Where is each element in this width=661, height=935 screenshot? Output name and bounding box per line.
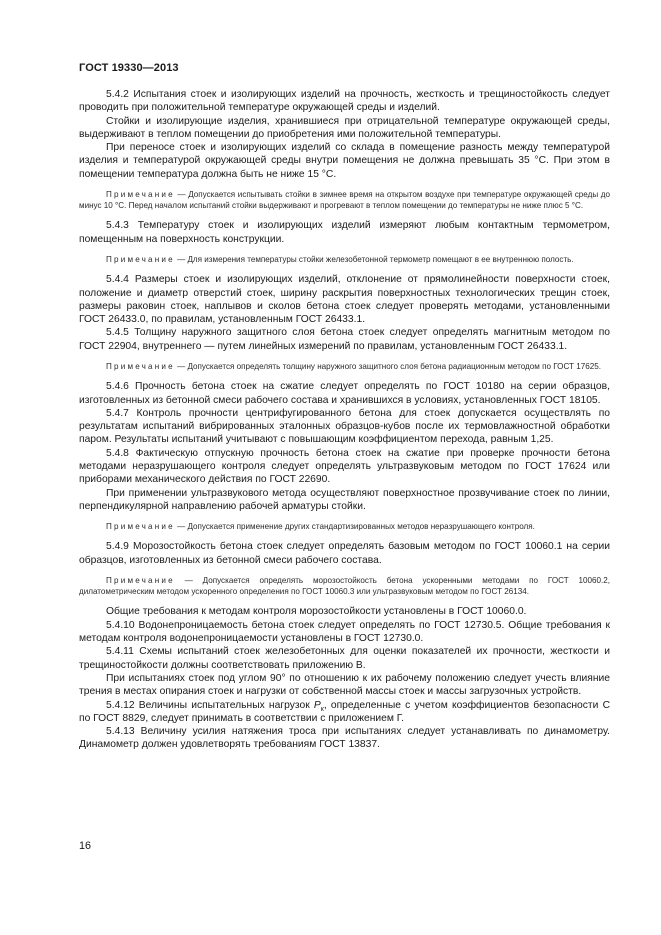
- body-paragraph: 5.4.8 Фактическую отпускную прочность бетона стоек на сжатие при проверке прочности бетона методами неразрушающего контроля следует определять ультразвуковым методом по ГОСТ 17624 или приборами механического действия по ГОСТ 22690.: [79, 447, 610, 486]
- body-paragraph: 5.4.3 Температуру стоек и изолирующих изделий измеряют любым контактным термометром, помещенным на поверхность конструкции.: [79, 220, 610, 245]
- note-label: Примечание: [106, 190, 175, 200]
- note-paragraph: [79, 189, 610, 211]
- note-label: Примечание: [106, 576, 175, 586]
- note-label: Примечание: [106, 362, 175, 372]
- body-paragraph: При переносе стоек и изолирующих изделий со склада в помещение разность между температурой изделия и температурой окружающей среды внутри помещения не должна превышать 35 °С. При этом в помещении температура должна быть не ниже 15 °С.: [79, 142, 610, 180]
- body-paragraph: 5.4.5 Толщину наружного защитного слоя бетона стоек следует определять магнитным методом по ГОСТ 22904, внутреннего — путем линейных измерений по правилам, установленным ГОСТ 26433.1.: [79, 327, 610, 352]
- body-paragraph: При испытаниях стоек под углом 90° по отношению к их рабочему положению следует учесть влияние трения в местах опирания стоек и нагрузки от собственной массы стоек и массы загрузочных устройств.: [79, 672, 610, 698]
- body-paragraph: 5.4.9 Морозостойкость бетона стоек следует определять базовым методом по ГОСТ 10060.1 на серии образцов, изготовленных из бетонной смеси рабочего состава.: [79, 541, 610, 566]
- note-text: — Допускается применение других стандартизированных методов неразрушающего контроля.: [174, 522, 535, 532]
- body-paragraph: 5.4.6 Прочность бетона стоек на сжатие следует определять по ГОСТ 10180 на серии образцов, изготовленных из бетонной смеси рабочего состава и хранившихся в условиях, установленных ГОСТ 18105.: [79, 381, 610, 406]
- note-text: — Допускается определять толщину наружного защитного слоя бетона радиационным методом по ГОСТ 17625.: [174, 362, 601, 372]
- body-paragraph: При применении ультразвукового метода осуществляют поверхностное прозвучивание стоек по линии, перпендикулярной направлению рабочей арматуры стойки.: [79, 487, 610, 512]
- note-label: Примечание: [106, 522, 175, 532]
- load-variable: P: [313, 699, 321, 711]
- body-paragraph: 5.4.7 Контроль прочности центрифугированного бетона для стоек допускается осуществлять по результатам испытаний вибрированных эталонных образцов-кубов после их термовлажностной обработки паром. Результаты испытаний учитывают с повышающим коэффициентом перехода, равным 1,25.: [79, 407, 610, 446]
- body-paragraph: 5.4.13 Величину усилия натяжения троса при испытаниях следует устанавливать по динамометру. Динамометр должен удовлетворять требованиям ГОСТ 13837.: [79, 726, 610, 751]
- standard-header: ГОСТ 19330—2013: [79, 62, 179, 74]
- note-paragraph: [79, 254, 610, 265]
- note-paragraph: [79, 521, 610, 532]
- page-body: [79, 88, 610, 752]
- body-paragraph: 5.4.10 Водонепроницаемость бетона стоек следует определять по ГОСТ 12730.5. Общие требования к методам контроля водонепроницаемости установлены в ГОСТ 12730.0.: [79, 619, 610, 645]
- page-number: 16: [79, 840, 92, 852]
- paragraph-text: , определенные с учетом коэффициентов безопасности С по ГОСТ 8829, следует принимать в соответствии с приложением Г.: [79, 699, 611, 724]
- note-paragraph: [79, 575, 610, 597]
- load-variable-subscript: к: [320, 705, 324, 713]
- body-paragraph: 5.4.11 Схемы испытаний стоек железобетонных для оценки показателей их прочности, жесткости и трещиностойкости должны соответствовать приложению В.: [79, 646, 610, 671]
- note-paragraph: [79, 361, 610, 372]
- note-label: Примечание: [106, 255, 175, 265]
- body-paragraph: Стойки и изолирующие изделия, хранившиеся при отрицательной температуре окружающей среды, выдерживают в теплом помещении до приобретения ими положительной температуры.: [79, 115, 610, 140]
- body-paragraph: [79, 699, 610, 726]
- note-text: — Допускается испытывать стойки в зимнее время на открытом воздухе при температуре окружающей среды до минус 10 °С. Перед началом испытаний стойки выдерживают и прогревают в теплом помещении до температуры не ниже плюс 5 °С.: [79, 190, 610, 211]
- body-paragraph: 5.4.2 Испытания стоек и изолирующих изделий на прочность, жесткость и трещиностойкость следует проводить при положительной температуре окружающей среды и изделий.: [79, 89, 610, 114]
- paragraph-text: 5.4.12 Величины испытательных нагрузок: [106, 699, 314, 711]
- note-text: — Для измерения температуры стойки железобетонной термометр помещают в ее внутреннюю полость.: [174, 255, 574, 265]
- body-paragraph: 5.4.4 Размеры стоек и изолирующих изделий, отклонение от прямолинейности поверхности стоек, положение и диаметр отверстий стоек, ширину раскрытия поверхностных технологических трещин стоек, размеры раковин стоек, наплывов и сколов бетона стоек следует проверять методами, установленными ГОСТ 26433.0, по правилам, установленным ГОСТ 26433.1.: [79, 274, 610, 326]
- note-text: — Допускается определять морозостойкость бетона ускоренными методами по ГОСТ 10060.2, дилатометрическим методом ускоренного определения по ГОСТ 10060.3 или ультразвуковым методом по ГОСТ 26134.: [79, 576, 610, 597]
- body-paragraph: Общие требования к методам контроля морозостойкости установлены в ГОСТ 10060.0.: [106, 606, 527, 618]
